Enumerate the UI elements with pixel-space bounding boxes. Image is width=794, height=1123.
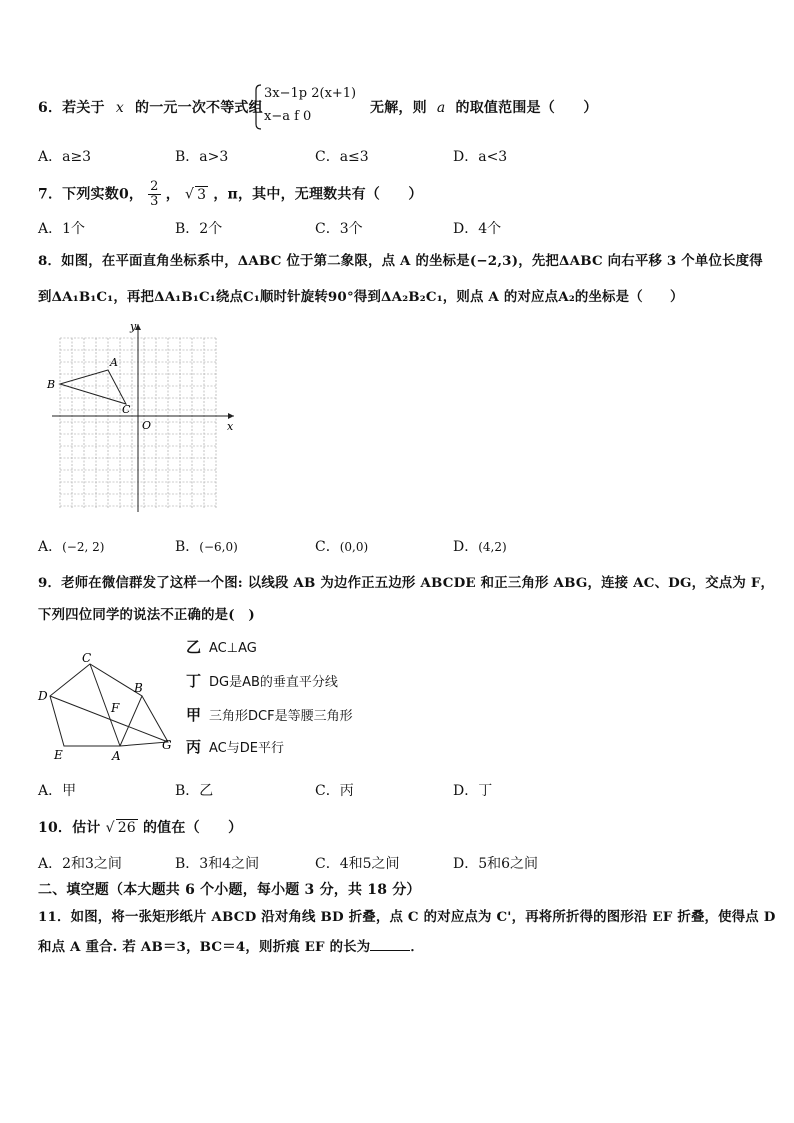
q6-stem: 6．若关于 x 的一元一次不等式组 xyxy=(38,100,263,116)
point-a-label: A xyxy=(110,356,118,369)
x-axis-arrow-icon xyxy=(228,413,234,419)
segment-dg xyxy=(50,696,168,742)
q11-stem-1: 11．如图，将一张矩形纸片 ABCD 沿对角线 BD 折叠，点 C 的对应点为 C'，再将所折得的图形沿 EF 折叠，使得点 D xyxy=(38,909,776,925)
q10-option-c: C．4和5之间 xyxy=(315,856,400,872)
point-e-label: E xyxy=(54,748,63,762)
q8-stem-2: 到ΔA₁B₁C₁，再把ΔA₁B₁C₁绕点C₁顺时针旋转90°得到ΔA₂B₂C₁，则点 A 的对应点A₂的坐标是（ ） xyxy=(38,289,684,305)
q6-option-d: D．a<3 xyxy=(453,149,508,165)
q7-fraction: $\frac{2}{3}$ xyxy=(150,179,159,209)
q7-option-b: B．2个 xyxy=(175,221,223,237)
triangle-abc xyxy=(60,370,126,404)
coordinate-grid xyxy=(44,318,244,514)
q6-option-c: C．a≤3 xyxy=(315,149,369,165)
q9-option-b: B．乙 xyxy=(175,783,214,799)
q6-stem-end: 无解，则 a 的取值范围是（ ） xyxy=(370,100,598,116)
q10-option-d: D．5和6之间 xyxy=(453,856,539,872)
q6-inequality-system xyxy=(252,84,362,132)
q8-option-b: B．(−6,0) xyxy=(175,539,238,555)
q6-option-a: A．a≥3 xyxy=(38,149,92,165)
q10-option-a: A．2和3之间 xyxy=(38,856,122,872)
q10-stem: 10．估计 √ 26 的值在（ ） xyxy=(38,820,243,836)
q9-statement: 丙 AC与DE平行 xyxy=(186,738,284,756)
brace-icon xyxy=(252,84,262,130)
q9-stem-2: 下列四位同学的说法不正确的是( ) xyxy=(38,607,255,623)
q8-option-c: C．(0,0) xyxy=(315,539,369,555)
x-axis-label: x xyxy=(227,420,234,433)
y-axis-label: y xyxy=(130,320,137,333)
q7-option-c: C．3个 xyxy=(315,221,363,237)
point-b-label: B xyxy=(47,378,56,391)
q11-stem-2: 和点 A 重合. 若 AB＝3，BC＝4，则折痕 EF 的长为 ． xyxy=(38,939,424,955)
q9-pentagon-figure xyxy=(30,646,190,770)
q9-option-c: C．丙 xyxy=(315,783,354,799)
answer-blank[interactable] xyxy=(370,950,410,951)
q7-option-d: D．4个 xyxy=(453,221,502,237)
point-c-label: C xyxy=(82,651,92,665)
q7-stem: 7．下列实数0， $\frac{2}{3}$ ， √ 3 ，π，其中，无理数共有（ ） xyxy=(38,179,423,209)
q8-coordinate-figure xyxy=(44,318,244,518)
section-title: 二、填空题（本大题共 6 个小题，每小题 3 分，共 18 分） xyxy=(38,882,421,898)
point-c-label: C xyxy=(122,403,131,416)
point-g-label: G xyxy=(162,738,172,752)
point-f-label: F xyxy=(111,701,120,715)
q9-option-d: D．丁 xyxy=(453,783,493,799)
point-a-label: A xyxy=(112,749,121,763)
q8-option-a: A．(−2, 2) xyxy=(38,539,105,555)
point-b-label: B xyxy=(134,681,143,695)
q9-statement: 乙 AC⊥AG xyxy=(186,638,257,656)
q9-statement: 丁 DG是AB的垂直平分线 xyxy=(186,672,338,690)
q10-option-b: B．3和4之间 xyxy=(175,856,260,872)
q6-inequality-1: 3x−1p 2(x+1) xyxy=(264,86,357,101)
q8-option-d: D．(4,2) xyxy=(453,539,507,555)
point-d-label: D xyxy=(38,689,48,703)
q6-option-b: B．a>3 xyxy=(175,149,229,165)
origin-label: O xyxy=(142,419,152,432)
pentagon-triangle-diagram xyxy=(30,646,190,766)
triangle-abg xyxy=(120,696,168,746)
q6-inequality-2: x−a f 0 xyxy=(264,109,312,124)
q9-statement: 甲 三角形DCF是等腰三角形 xyxy=(186,706,353,724)
q9-stem-1: 9．老师在微信群发了这样一个图: 以线段 AB 为边作正五边形 ABCDE 和正三角形 ABG，连接 AC、DG，交点为 F， xyxy=(38,575,775,591)
q7-option-a: A．1个 xyxy=(38,221,86,237)
q9-option-a: A．甲 xyxy=(38,783,77,799)
pentagon-abcde xyxy=(50,664,142,746)
q8-stem-1: 8．如图，在平面直角坐标系中，ΔABC 位于第二象限，点 A 的坐标是(−2,3)，先把ΔABC 向右平移 3 个单位长度得 xyxy=(38,253,763,269)
